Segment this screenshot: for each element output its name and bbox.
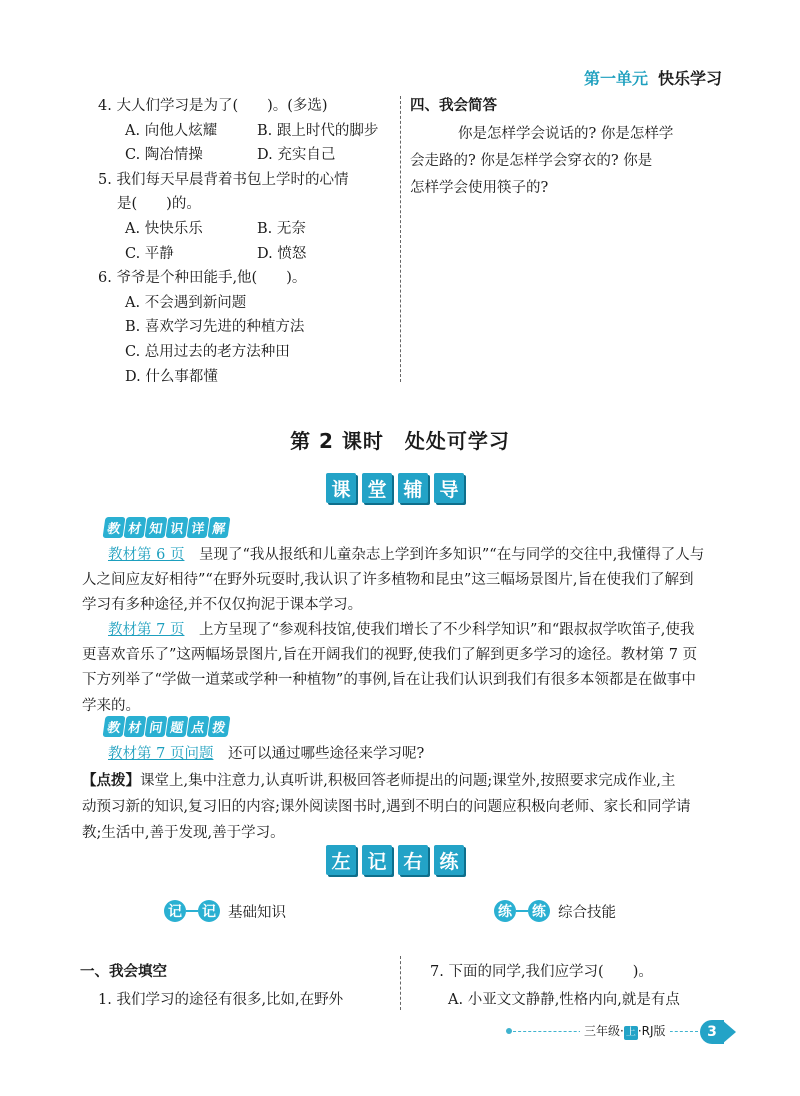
tag-char: 教 <box>103 716 126 737</box>
q7-stem: 7. 下面的同学,我们应学习( )。 <box>430 964 653 980</box>
answer-line-3: 怎样学会使用筷子的? <box>410 179 549 196</box>
q6-option-c: C. 总用过去的老方法种田 <box>125 343 290 360</box>
bottom-left-column <box>80 958 398 1014</box>
tip-line: 教;生活中,善于发现,善于学习。 <box>82 825 285 841</box>
q6-option-b: B. 喜欢学习先进的种植方法 <box>125 319 305 336</box>
q5-option-b: B. 无奈 <box>257 220 306 237</box>
banner-char: 导 <box>434 473 464 503</box>
tip-paragraph <box>82 768 722 846</box>
q6-option-a: A. 不会遇到新问题 <box>125 294 247 311</box>
q7-option-a: A. 小亚文文静静,性格内向,就是有点 <box>448 992 680 1008</box>
banner-char: 左 <box>326 845 356 875</box>
tag-char: 点 <box>187 716 210 737</box>
q5-option-d: D. 愤怒 <box>257 245 307 262</box>
q4-option-b: B. 跟上时代的脚步 <box>257 122 379 139</box>
knowledge-paragraph-2 <box>82 618 722 719</box>
tip-line: 动预习新的知识,复习旧的内容;课外阅读图书时,遇到不明白的问题应积极向老师、家长和同学请 <box>82 799 691 815</box>
q4-options-row2 <box>98 143 398 168</box>
lesson-title: 第 2 课时 处处可学习 <box>290 429 510 453</box>
section-one-heading: 一、我会填空 <box>80 963 167 980</box>
page-6-link: 教材第 6 页 <box>108 547 185 563</box>
pill-char: 练 <box>528 900 550 922</box>
column-divider <box>400 96 401 382</box>
pill-label: 综合技能 <box>558 904 616 921</box>
comprehensive-skill-heading <box>494 900 616 922</box>
tag-char: 知 <box>145 517 168 538</box>
unit-title: 快乐学习 <box>657 69 722 88</box>
tag-char: 教 <box>103 517 126 538</box>
q5-option-c: C. 平静 <box>125 245 174 262</box>
pill-label: 基础知识 <box>228 904 286 921</box>
page-7-question-link: 教材第 7 页问题 <box>108 746 214 762</box>
pill-dash <box>186 910 198 912</box>
tip-label: 【点拨】 <box>82 772 140 789</box>
q5-stem-2: 是( )的。 <box>117 196 201 213</box>
banner-char: 辅 <box>398 473 428 503</box>
tag-char: 识 <box>166 517 189 538</box>
tag-char: 材 <box>124 716 147 737</box>
tag-char: 材 <box>124 517 147 538</box>
basic-knowledge-heading <box>164 900 286 922</box>
q4-option-a: A. 向他人炫耀 <box>125 122 218 139</box>
q5-options-row1 <box>98 217 398 242</box>
footer-dot <box>506 1028 512 1034</box>
q4-option-c: C. 陶冶情操 <box>125 147 203 164</box>
textbook-question-tag <box>104 716 230 737</box>
pill-char: 记 <box>164 900 186 922</box>
tag-char: 拨 <box>208 716 231 737</box>
banner-char: 课 <box>326 473 356 503</box>
footer-term: 上 <box>625 1027 636 1038</box>
q4-option-d: D. 充实自己 <box>257 147 336 164</box>
page-7-link: 教材第 7 页 <box>108 622 185 638</box>
tag-char: 问 <box>145 716 168 737</box>
para2-line: 更喜欢音乐了”这两幅场景图片,旨在开阔我们的视野,使我们了解到更多学习的途径。教材第 7 页 <box>82 647 698 664</box>
right-column <box>410 94 730 202</box>
left-column <box>98 94 398 389</box>
section-four-heading: 四、我会简答 <box>410 97 497 114</box>
banner-char: 右 <box>398 845 428 875</box>
question-text: 还可以通过哪些途径来学习呢? <box>213 746 425 762</box>
q5-stem-1: 5. 我们每天早晨背着书包上学时的心情 <box>98 171 349 188</box>
para2-line: 学来的。 <box>82 697 140 714</box>
pill-char: 练 <box>494 900 516 922</box>
tag-char: 题 <box>166 716 189 737</box>
unit-label: 第一单元 <box>583 69 648 88</box>
q4-options-row1 <box>98 119 398 144</box>
bottom-right-column <box>430 958 730 1014</box>
tip-line: 课堂上,集中注意力,认真听讲,积极回答老师提出的问题;课堂外,按照要求完成作业,主 <box>140 773 676 789</box>
q6-option-d: D. 什么事都懂 <box>125 368 218 385</box>
page-arrow-icon <box>722 1020 736 1044</box>
banner-char: 记 <box>362 845 392 875</box>
q4-stem: 4. 大人们学习是为了( )。(多选) <box>98 98 328 114</box>
banner-char: 堂 <box>362 473 392 503</box>
footer-edition: 三年级· 上 ·RJ版 <box>580 1022 670 1040</box>
unit-header <box>584 66 722 89</box>
left-remember-right-practice-banner <box>326 845 464 875</box>
para2-line: 上方呈现了“参观科技馆,使我们增长了不少科学知识”和“跟叔叔学吹笛子,使我 <box>184 622 695 638</box>
para1-line: 呈现了“我从报纸和儿童杂志上学到许多知识”“在与同学的交往中,我懂得了人与 <box>184 547 705 563</box>
knowledge-paragraph-1 <box>82 543 722 619</box>
para2-line: 下方列举了“学做一道菜或学种一种植物”的事例,旨在让我们认识到我们有很多本领都是在做事中 <box>82 672 696 689</box>
banner-char: 练 <box>434 845 464 875</box>
q6-stem: 6. 爷爷是个种田能手,他( )。 <box>98 270 307 287</box>
classroom-guide-banner <box>326 473 464 503</box>
answer-line-2: 会走路的? 你是怎样学会穿衣的? 你是 <box>410 152 653 169</box>
tag-char: 解 <box>208 517 231 538</box>
pill-char: 记 <box>198 900 220 922</box>
fill-q1: 1. 我们学习的途径有很多,比如,在野外 <box>98 992 344 1008</box>
page-number: 3 <box>700 1020 724 1044</box>
footer-edition-label: RJ版 <box>641 1024 666 1038</box>
textbook-question <box>82 742 722 767</box>
para1-line: 人之间应友好相待”“在野外玩耍时,我认识了许多植物和昆虫”这三幅场景图片,旨在使我们了解到 <box>82 572 694 589</box>
pill-dash <box>516 910 528 912</box>
answer-line-1: 你是怎样学会说话的? 你是怎样学 <box>458 125 674 142</box>
para1-line: 学习有多种途径,并不仅仅拘泥于课本学习。 <box>82 597 363 614</box>
footer-grade: 三年级 <box>584 1024 621 1038</box>
q5-option-a: A. 快快乐乐 <box>125 220 203 237</box>
bottom-column-divider <box>400 956 401 1010</box>
tag-char: 详 <box>187 517 210 538</box>
textbook-knowledge-tag <box>104 517 230 538</box>
q5-options-row2 <box>98 242 398 267</box>
